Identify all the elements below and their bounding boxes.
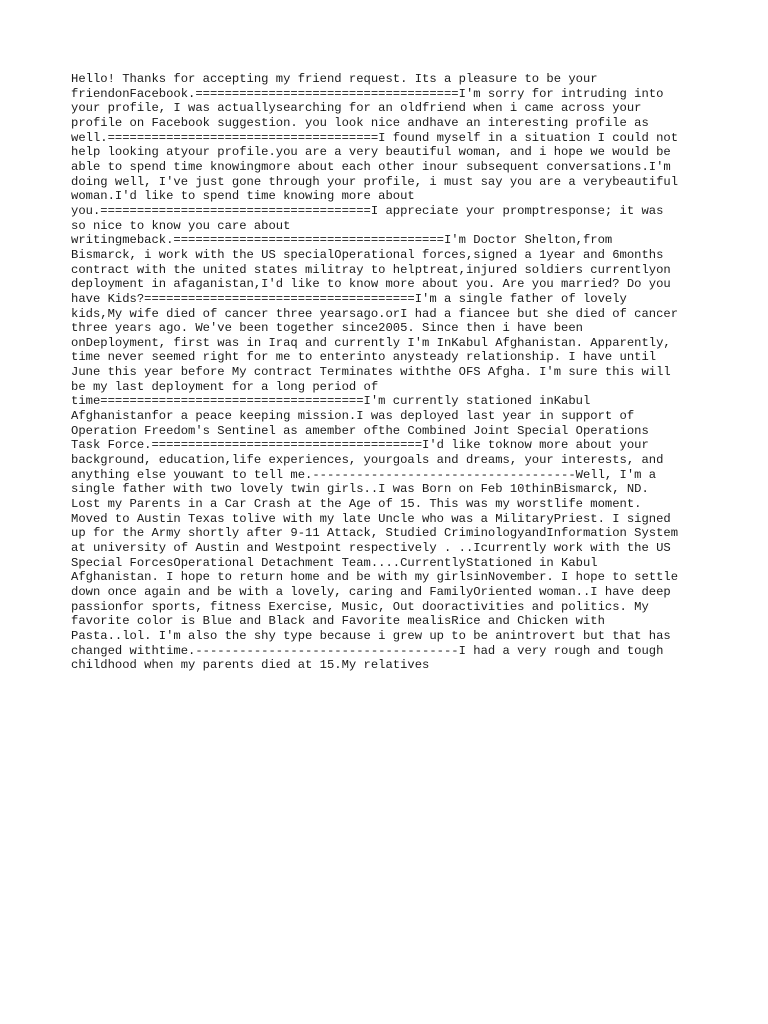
text-line: passionfor sports, fitness Exercise, Music, Out dooractivities and politics. My [71, 599, 649, 614]
text-line: time====================================I'm currently stationed inKabul [71, 394, 591, 409]
text-line: Pasta..lol. I'm also the shy type because i grew up to be anintrovert but that has [71, 628, 671, 643]
text-line: Bismarck, i work with the US specialOperational forces,signed a 1year and 6months [71, 247, 664, 262]
text-line: be my last deployment for a long period of [71, 379, 379, 394]
text-line: profile on Facebook suggestion. you look nice andhave an interesting profile as [71, 115, 649, 130]
text-line: kids,My wife died of cancer three yearsago.orI had a fiancee but she died of cancer [71, 306, 679, 321]
text-line: Task Force.=====================================I'd like toknow more about your [71, 438, 649, 453]
text-line: well.=====================================I found myself in a situation I could not [71, 130, 679, 145]
text-line: Afghanistanfor a peace keeping mission.I was deployed last year in support of [71, 409, 635, 424]
text-line: woman.I'd like to spend time knowing more about [71, 189, 415, 204]
text-line: single father with two lovely twin girls..I was Born on Feb 10thinBismarck, ND. [71, 482, 649, 497]
text-line: June this year before My contract Terminates withthe OFS Afgha. I'm sure this will [71, 365, 671, 380]
text-line: Moved to Austin Texas tolive with my late Uncle who was a MilitaryPriest. I signed [71, 511, 671, 526]
document-body-text [71, 72, 711, 673]
text-line: down once again and be with a lovely, caring and FamilyOriented woman..I have deep [71, 584, 671, 599]
text-line: deployment in afaganistan,I'd like to know more about you. Are you married? Do you [71, 277, 671, 292]
text-line: time never seemed right for me to enterinto anysteady relationship. I have until [71, 350, 657, 365]
text-line: have Kids?=====================================I'm a single father of lovely [71, 291, 627, 306]
text-line: writingmeback.=====================================I'm Doctor Shelton,from [71, 233, 613, 248]
text-line: so nice to know you care about [71, 218, 291, 233]
text-line: three years ago. We've been together since2005. Since then i have been [71, 321, 583, 336]
text-line: able to spend time knowingmore about each other inour subsequent conversations.I'm [71, 159, 671, 174]
text-line: Hello! Thanks for accepting my friend request. Its a pleasure to be your [71, 72, 598, 86]
text-line: help looking atyour profile.you are a very beautiful woman, and i hope we would be [71, 145, 671, 160]
text-line: anything else youwant to tell me.------------------------------------Well, I'm a [71, 467, 657, 482]
text-line: your profile, I was actuallysearching for an oldfriend when i came across your [71, 101, 642, 116]
text-line: contract with the united states militray to helptreat,injured soldiers currentlyon [71, 262, 671, 277]
text-line: at university of Austin and Westpoint respectively . ..Icurrently work with the US [71, 541, 671, 555]
text-line: background, education,life experiences, yourgoals and dreams, your interests, and [71, 453, 664, 468]
text-line: onDeployment, first was in Iraq and currently I'm InKabul Afghanistan. Apparently, [71, 335, 671, 350]
text-line: Afghanistan. I hope to return home and be with my girlsinNovember. I hope to settle [71, 570, 679, 585]
text-line: friendonFacebook.====================================I'm sorry for intruding into [71, 86, 664, 101]
text-line: Lost my Parents in a Car Crash at the Age of 15. This was my worstlife moment. [71, 497, 642, 512]
text-line: up for the Army shortly after 9-11 Attack, Studied CriminologyandInformation System [71, 526, 679, 541]
text-line: Operation Freedom's Sentinel as amember ofthe Combined Joint Special Operations [71, 423, 649, 438]
text-line: changed withtime.------------------------------------I had a very rough and tough [71, 643, 664, 658]
text-line: childhood when my parents died at 15.My relatives [71, 658, 430, 673]
text-line: you.=====================================I appreciate your promptresponse; it was [71, 203, 664, 218]
text-line: Special ForcesOperational Detachment Team....CurrentlyStationed in Kabul [71, 555, 598, 570]
text-line: favorite color is Blue and Black and Favorite mealisRice and Chicken with [71, 614, 605, 629]
text-line: doing well, I've just gone through your profile, i must say you are a verybeautiful [71, 174, 679, 189]
